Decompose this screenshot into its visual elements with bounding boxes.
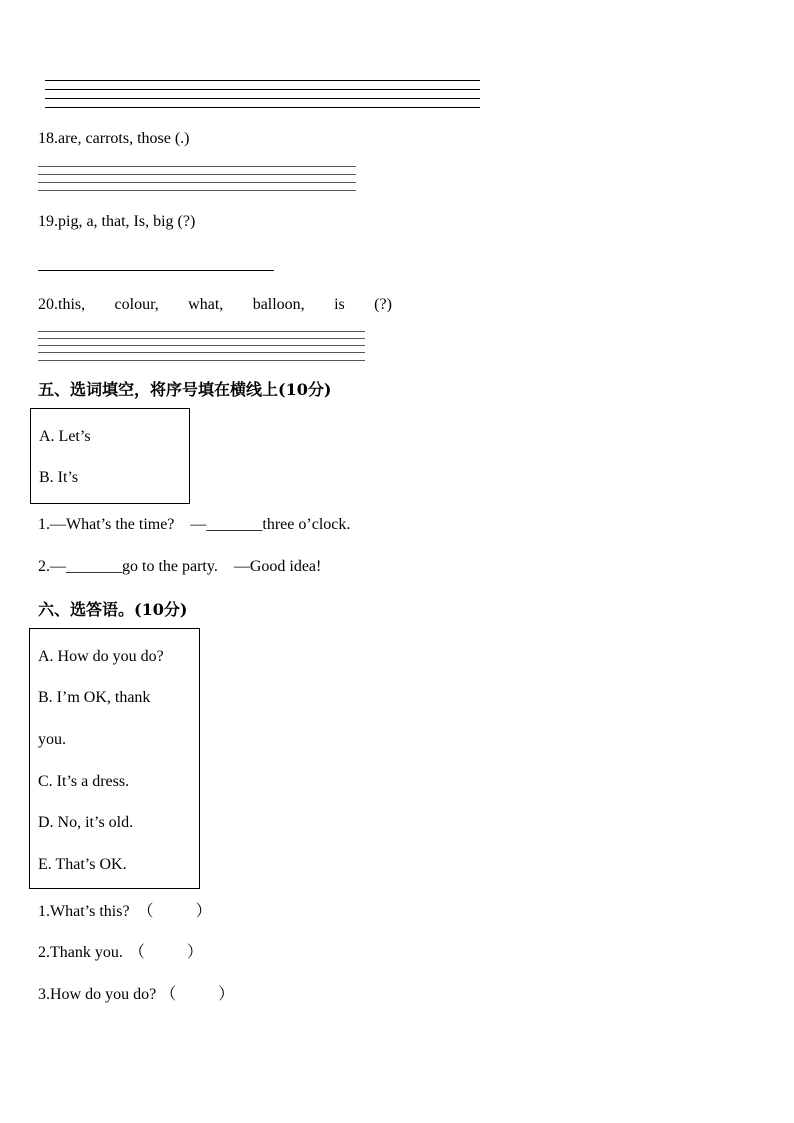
answer-paren-open: （ xyxy=(160,986,177,1003)
dash: — xyxy=(190,516,207,533)
writing-line xyxy=(45,80,480,81)
answer-paren-open: （ xyxy=(137,903,154,920)
answer-paren-open: （ xyxy=(128,944,145,961)
question-text: 3.How do you do? xyxy=(38,986,157,1003)
writing-line xyxy=(38,174,356,175)
word: this, xyxy=(58,296,86,313)
writing-line xyxy=(38,360,365,361)
writing-line xyxy=(38,345,365,346)
question-reply: —Good idea! xyxy=(233,558,322,575)
word: (?) xyxy=(374,296,392,313)
option-b: B. It’s xyxy=(39,469,79,486)
writing-line xyxy=(38,352,365,353)
writing-line xyxy=(38,338,365,339)
question-number: 20. xyxy=(38,296,58,313)
question-suffix: three o’clock. xyxy=(262,516,351,533)
word: is xyxy=(334,296,345,313)
question-number-word xyxy=(38,295,85,315)
writing-line xyxy=(45,107,480,108)
option-a: A. How do you do? xyxy=(38,648,164,665)
section-6-question-2 xyxy=(38,943,203,963)
section-5-question-2 xyxy=(38,557,321,577)
section-6-question-1 xyxy=(38,902,212,922)
answer-paren-close: ） xyxy=(218,986,235,1003)
section-5-title: 五、选词填空，将序号填在横线上(10分) xyxy=(38,380,332,399)
question-text: go to the party. xyxy=(122,558,218,575)
option-b-continued: you. xyxy=(38,731,66,748)
question-text: 2.Thank you. xyxy=(38,944,123,961)
question-prompt: —What’s the time? xyxy=(50,516,175,533)
word: what, xyxy=(188,296,224,313)
question-number: 1. xyxy=(38,516,50,533)
option-c: C. It’s a dress. xyxy=(38,773,130,790)
question-text: 1.What’s this? xyxy=(38,903,130,920)
question-20 xyxy=(38,295,392,315)
section-6-question-3 xyxy=(38,985,234,1005)
writing-line xyxy=(38,166,356,167)
writing-line xyxy=(38,190,356,191)
question-18 xyxy=(38,129,190,149)
question-number: 19. xyxy=(38,213,58,230)
writing-line xyxy=(38,182,356,183)
word: colour, xyxy=(114,296,159,313)
question-number: 2. xyxy=(38,558,50,575)
question-19 xyxy=(38,212,195,232)
word: balloon, xyxy=(252,296,305,313)
question-text: are, carrots, those (.) xyxy=(58,130,190,147)
dash: — xyxy=(50,558,66,575)
writing-line xyxy=(45,98,480,99)
q19-answer-line xyxy=(38,270,274,271)
answer-paren-close: ） xyxy=(195,903,212,920)
writing-line xyxy=(45,89,480,90)
answer-blank[interactable]: _______ xyxy=(66,558,122,575)
answer-paren-close: ） xyxy=(186,944,203,961)
answer-blank[interactable]: _______ xyxy=(206,516,263,533)
writing-line xyxy=(38,331,365,332)
option-b: B. I’m OK, thank xyxy=(38,689,151,706)
option-e: E. That’s OK. xyxy=(38,856,127,873)
section-5-question-1 xyxy=(38,515,350,535)
section-5-options-box xyxy=(30,408,190,504)
section-6-options-box xyxy=(29,628,200,889)
question-number: 18. xyxy=(38,130,58,147)
option-d: D. No, it’s old. xyxy=(38,814,134,831)
option-a: A. Let’s xyxy=(39,428,91,445)
section-6-title: 六、选答语。(10分) xyxy=(38,600,188,619)
question-text: pig, a, that, Is, big (?) xyxy=(58,213,196,230)
